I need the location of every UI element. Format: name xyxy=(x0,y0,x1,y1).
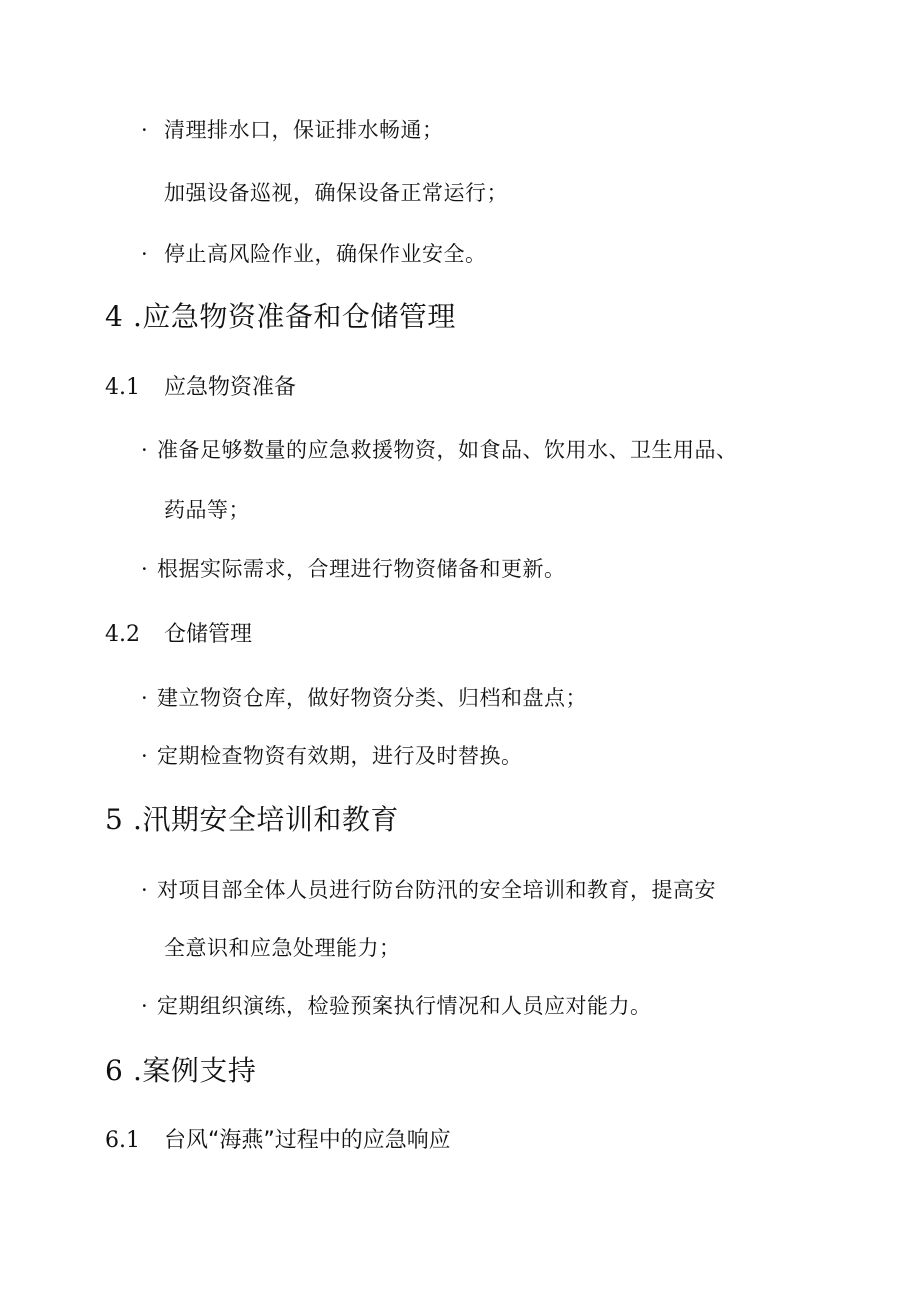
subsection-heading: 台风“海燕”过程中的应急响应 xyxy=(164,1128,451,1153)
bullet-dot: · xyxy=(141,242,148,266)
section-heading: .应急物资准备和仓储管理 xyxy=(133,300,456,333)
list-item-text: 全意识和应急处理能力； xyxy=(164,936,401,960)
section-number: 4 xyxy=(105,300,124,333)
subsection-number: 4.1 xyxy=(105,375,140,400)
list-item-text: 准备足够数量的应急救援物资，如食品、饮用水、卫生用品、 xyxy=(157,438,738,462)
list-item-text: 建立物资仓库，做好物资分类、归档和盘点； xyxy=(157,686,587,710)
bullet-dot: · xyxy=(141,118,148,142)
list-item-text: 对项目部全体人员进行防台防汛的安全培训和教育，提高安 xyxy=(157,878,716,902)
list-item-text: 停止高风险作业，确保作业安全。 xyxy=(164,242,487,266)
section-number: 6 xyxy=(105,1054,124,1087)
bullet-dot: · xyxy=(141,994,148,1018)
bullet-dot: · xyxy=(141,557,148,581)
bullet-dot: · xyxy=(141,744,148,768)
list-item-text: 清理排水口，保证排水畅通； xyxy=(164,118,444,142)
list-item-text: 药品等； xyxy=(164,498,250,522)
section-heading: .汛期安全培训和教育 xyxy=(133,803,399,836)
subsection-number: 6.1 xyxy=(105,1128,140,1153)
bullet-dot: · xyxy=(141,878,148,902)
bullet-dot: · xyxy=(141,686,148,710)
list-item-text: 定期检查物资有效期，进行及时替换。 xyxy=(157,744,523,768)
subsection-number: 4.2 xyxy=(105,622,140,647)
subsection-heading: 仓储管理 xyxy=(164,622,253,647)
list-item-text: 根据实际需求，合理进行物资储备和更新。 xyxy=(157,557,566,581)
bullet-dot: · xyxy=(141,438,148,462)
section-heading: .案例支持 xyxy=(133,1054,257,1087)
subsection-heading: 应急物资准备 xyxy=(164,375,297,400)
section-number: 5 xyxy=(105,803,124,836)
list-item-text: 加强设备巡视，确保设备正常运行； xyxy=(164,181,508,205)
list-item-text: 定期组织演练，检验预案执行情况和人员应对能力。 xyxy=(157,994,652,1018)
